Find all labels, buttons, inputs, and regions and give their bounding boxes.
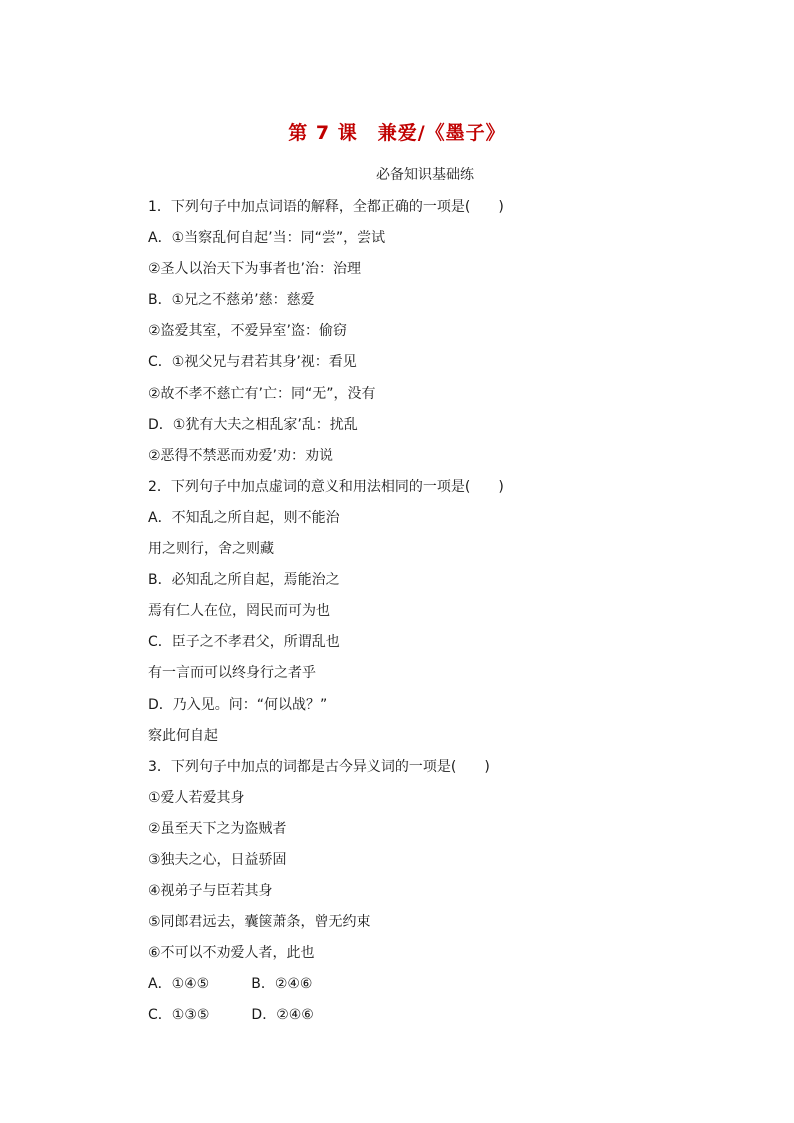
option-line: 有一言而可以终身行之者乎 [148,665,316,682]
option-line: 察此何自起 [148,727,218,744]
sentence-line: ⑤同郎君远去，囊箧萧条，曾无约束 [148,914,371,931]
question-line: 1．下列句子中加点词语的解释，全都正确的一项是( ) [148,199,504,215]
option-line: ②圣人以治天下为事者也’治：治理 [148,261,362,278]
option-line: C．臣子之不孝君父，所谓乱也 [148,634,340,651]
question-line: 2．下列句子中加点虚词的意义和用法相同的一项是( ) [148,478,504,495]
option-line: C．①视父兄与君若其身’视：看见 [148,354,357,371]
question-list [148,196,668,1036]
sentence-line: ②虽至天下之为盗贼者 [148,820,287,837]
option-line: ②故不孝不慈亡有’亡：同“无”，没有 [148,385,376,402]
option-line: 焉有仁人在位，罔民而可为也 [148,603,330,620]
option-line: D．乃入见。问：“何以战？” [148,696,328,713]
sentence-line: ⑥不可以不劝爱人者，此也 [148,945,315,962]
sentence-line: ④视弟子与臣若其身 [148,883,273,900]
option-line: A．①当察乱何自起’当：同“尝”，尝试 [148,230,386,247]
question-line: 3．下列句子中加点的词都是古今异义词的一项是( ) [148,758,490,775]
option-line: D．①犹有大夫之相乱家’乱：扰乱 [148,416,358,433]
answer-options-line: A．①④⑤ B．②④⑥ [148,976,313,993]
option-line: 用之则行，舍之则藏 [148,541,274,558]
answer-options-line: C．①③⑤ D．②④⑥ [148,1007,314,1024]
sentence-line: ③独夫之心，日益骄固 [148,851,287,868]
option-line: B．①兄之不慈弟’慈：慈爱 [148,292,315,309]
sentence-line: ①爱人若爱其身 [148,789,245,806]
option-line: ②盗爱其室，不爱异室’盗：偷窃 [148,323,348,340]
section-subtitle: 必备知识基础练 [376,167,474,183]
option-line: ②恶得不禁恶而劝爱’劝：劝说 [148,447,334,464]
option-line: B．必知乱之所自起，焉能治之 [148,572,340,589]
lesson-title: 第 7 课 兼爱/《墨子》 [288,122,506,144]
option-line: A．不知乱之所自起，则不能治 [148,509,340,526]
